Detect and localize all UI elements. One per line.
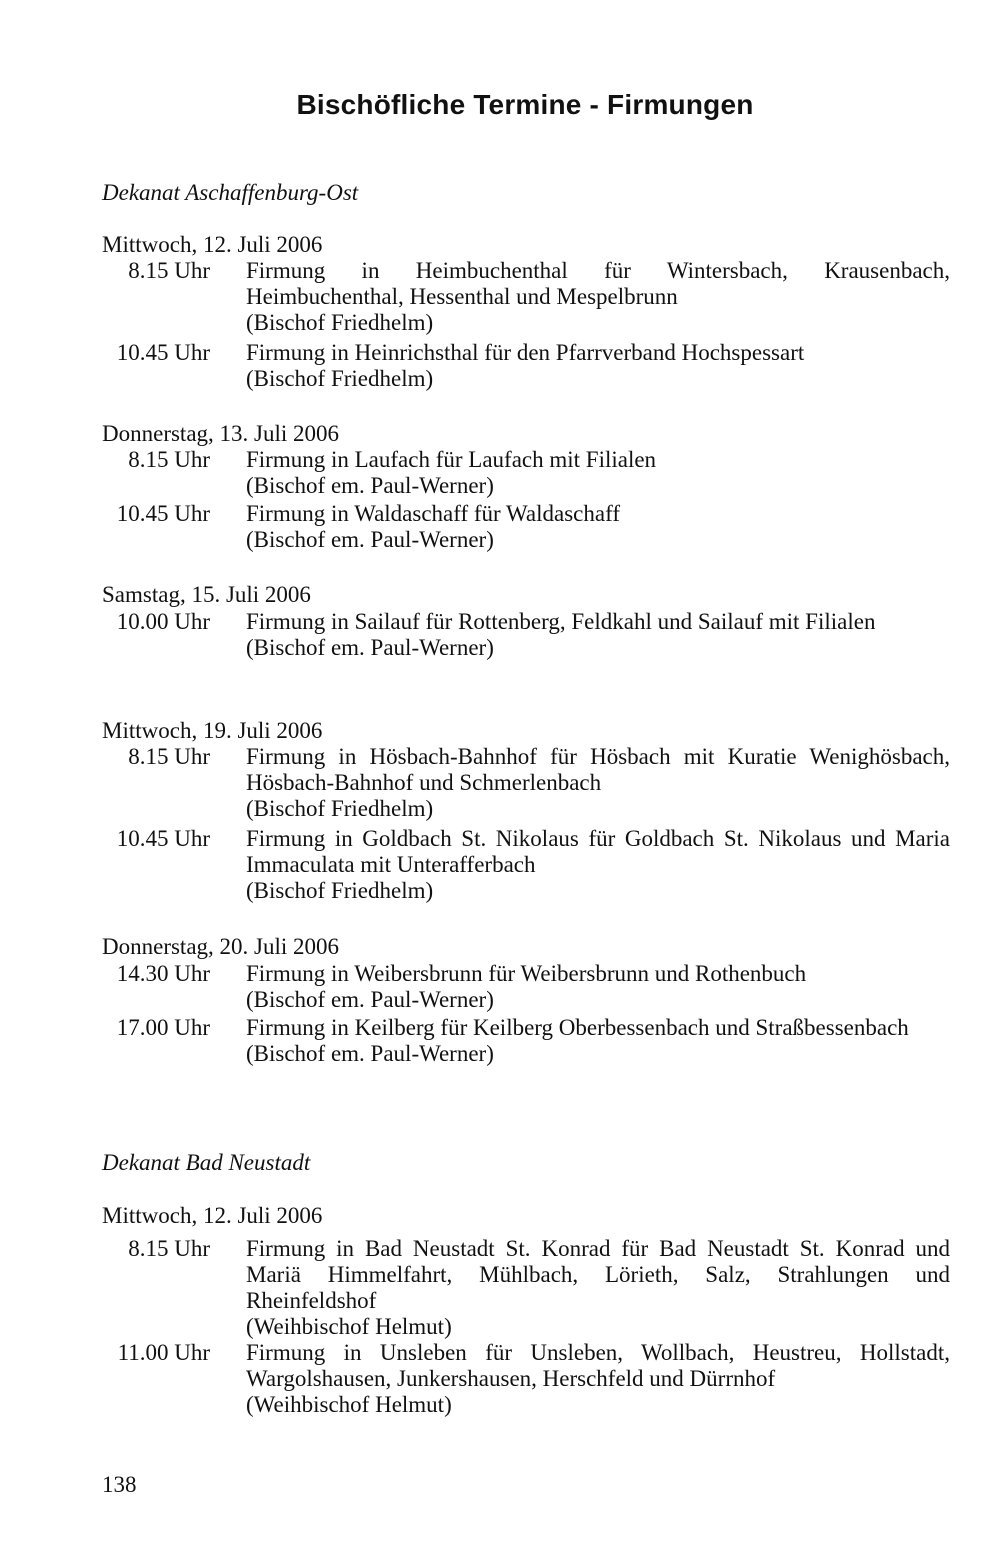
entry-time: 8.15 Uhr: [128, 744, 210, 769]
entry-description: [246, 258, 950, 336]
entry-text: Firmung in Laufach für Laufach mit Filialen: [246, 447, 657, 472]
entry-officiant: (Bischof Friedhelm): [246, 796, 434, 821]
entry-description: [246, 447, 950, 499]
entry-text: Firmung in Waldaschaff für Waldaschaff: [246, 501, 620, 526]
dekanat-heading: Dekanat Aschaffenburg-Ost: [102, 180, 359, 205]
entry-officiant: (Bischof Friedhelm): [246, 878, 434, 903]
entry-description: [246, 501, 950, 553]
entry-text: Firmung in Heinrichsthal für den Pfarrverband Hochspessart: [246, 340, 805, 365]
page-number: 138: [102, 1472, 137, 1497]
entry-time: 8.15 Uhr: [128, 1236, 210, 1261]
entry-time: 10.45 Uhr: [116, 340, 210, 365]
entry-text: Firmung in Heimbuchenthal für Wintersbach, Krausenbach, Heimbuchenthal, Hessenthal und Mespelbrunn: [246, 258, 950, 309]
entry-description: [246, 826, 950, 904]
day-heading: Donnerstag, 20. Juli 2006: [102, 934, 340, 959]
entry-text: Firmung in Goldbach St. Nikolaus für Goldbach St. Nikolaus und Maria Immaculata mit Unterafferbach: [246, 826, 950, 877]
day-heading: Mittwoch, 19. Juli 2006: [102, 718, 323, 743]
entry-text: Firmung in Sailauf für Rottenberg, Feldkahl und Sailauf mit Filialen: [246, 609, 876, 634]
day-heading: Donnerstag, 13. Juli 2006: [102, 421, 340, 446]
entry-officiant: (Bischof em. Paul-Werner): [246, 1041, 494, 1066]
day-heading: Samstag, 15. Juli 2006: [102, 582, 311, 607]
entry-time: 10.00 Uhr: [116, 609, 210, 634]
entry-time: 10.45 Uhr: [116, 501, 210, 526]
entry-text: Firmung in Keilberg für Keilberg Oberbessenbach und Straßbessenbach: [246, 1015, 909, 1040]
entry-description: [246, 340, 950, 392]
entry-time: 10.45 Uhr: [116, 826, 210, 851]
dekanat-heading: Dekanat Bad Neustadt: [102, 1150, 311, 1175]
entry-description: [246, 1015, 950, 1067]
entry-description: [246, 1340, 950, 1418]
entry-officiant: (Bischof em. Paul-Werner): [246, 473, 494, 498]
entry-officiant: (Weihbischof Helmut): [246, 1392, 452, 1417]
entry-description: [246, 609, 950, 661]
entry-time: 17.00 Uhr: [116, 1015, 210, 1040]
page-title: Bischöfliche Termine - Firmungen: [296, 89, 754, 120]
entry-text: Firmung in Unsleben für Unsleben, Wollbach, Heustreu, Hollstadt, Wargolshausen, Junkershausen, Herschfeld und Dürrnhof: [246, 1340, 950, 1391]
entry-text: Firmung in Bad Neustadt St. Konrad für Bad Neustadt St. Konrad und Mariä Himmelfahrt, Mühlbach, Lörieth, Salz, Strahlungen und Rheinfeldshof: [246, 1236, 950, 1313]
entry-description: [246, 1236, 950, 1340]
day-heading: Mittwoch, 12. Juli 2006: [102, 232, 323, 257]
entry-officiant: (Bischof em. Paul-Werner): [246, 527, 494, 552]
entry-text: Firmung in Weibersbrunn für Weibersbrunn und Rothenbuch: [246, 961, 807, 986]
entry-officiant: (Weihbischof Helmut): [246, 1314, 452, 1339]
day-heading: Mittwoch, 12. Juli 2006: [102, 1203, 323, 1228]
entry-description: [246, 961, 950, 1013]
entry-officiant: (Bischof Friedhelm): [246, 366, 434, 391]
entry-text: Firmung in Hösbach-Bahnhof für Hösbach mit Kuratie Wenighösbach, Hösbach-Bahnhof und Schmerlenbach: [246, 744, 950, 795]
entry-time: 11.00 Uhr: [117, 1340, 210, 1365]
entry-time: 8.15 Uhr: [128, 258, 210, 283]
entry-officiant: (Bischof Friedhelm): [246, 310, 434, 335]
entry-officiant: (Bischof em. Paul-Werner): [246, 987, 494, 1012]
entry-officiant: (Bischof em. Paul-Werner): [246, 635, 494, 660]
entry-description: [246, 744, 950, 822]
entry-time: 8.15 Uhr: [128, 447, 210, 472]
entry-time: 14.30 Uhr: [116, 961, 210, 986]
